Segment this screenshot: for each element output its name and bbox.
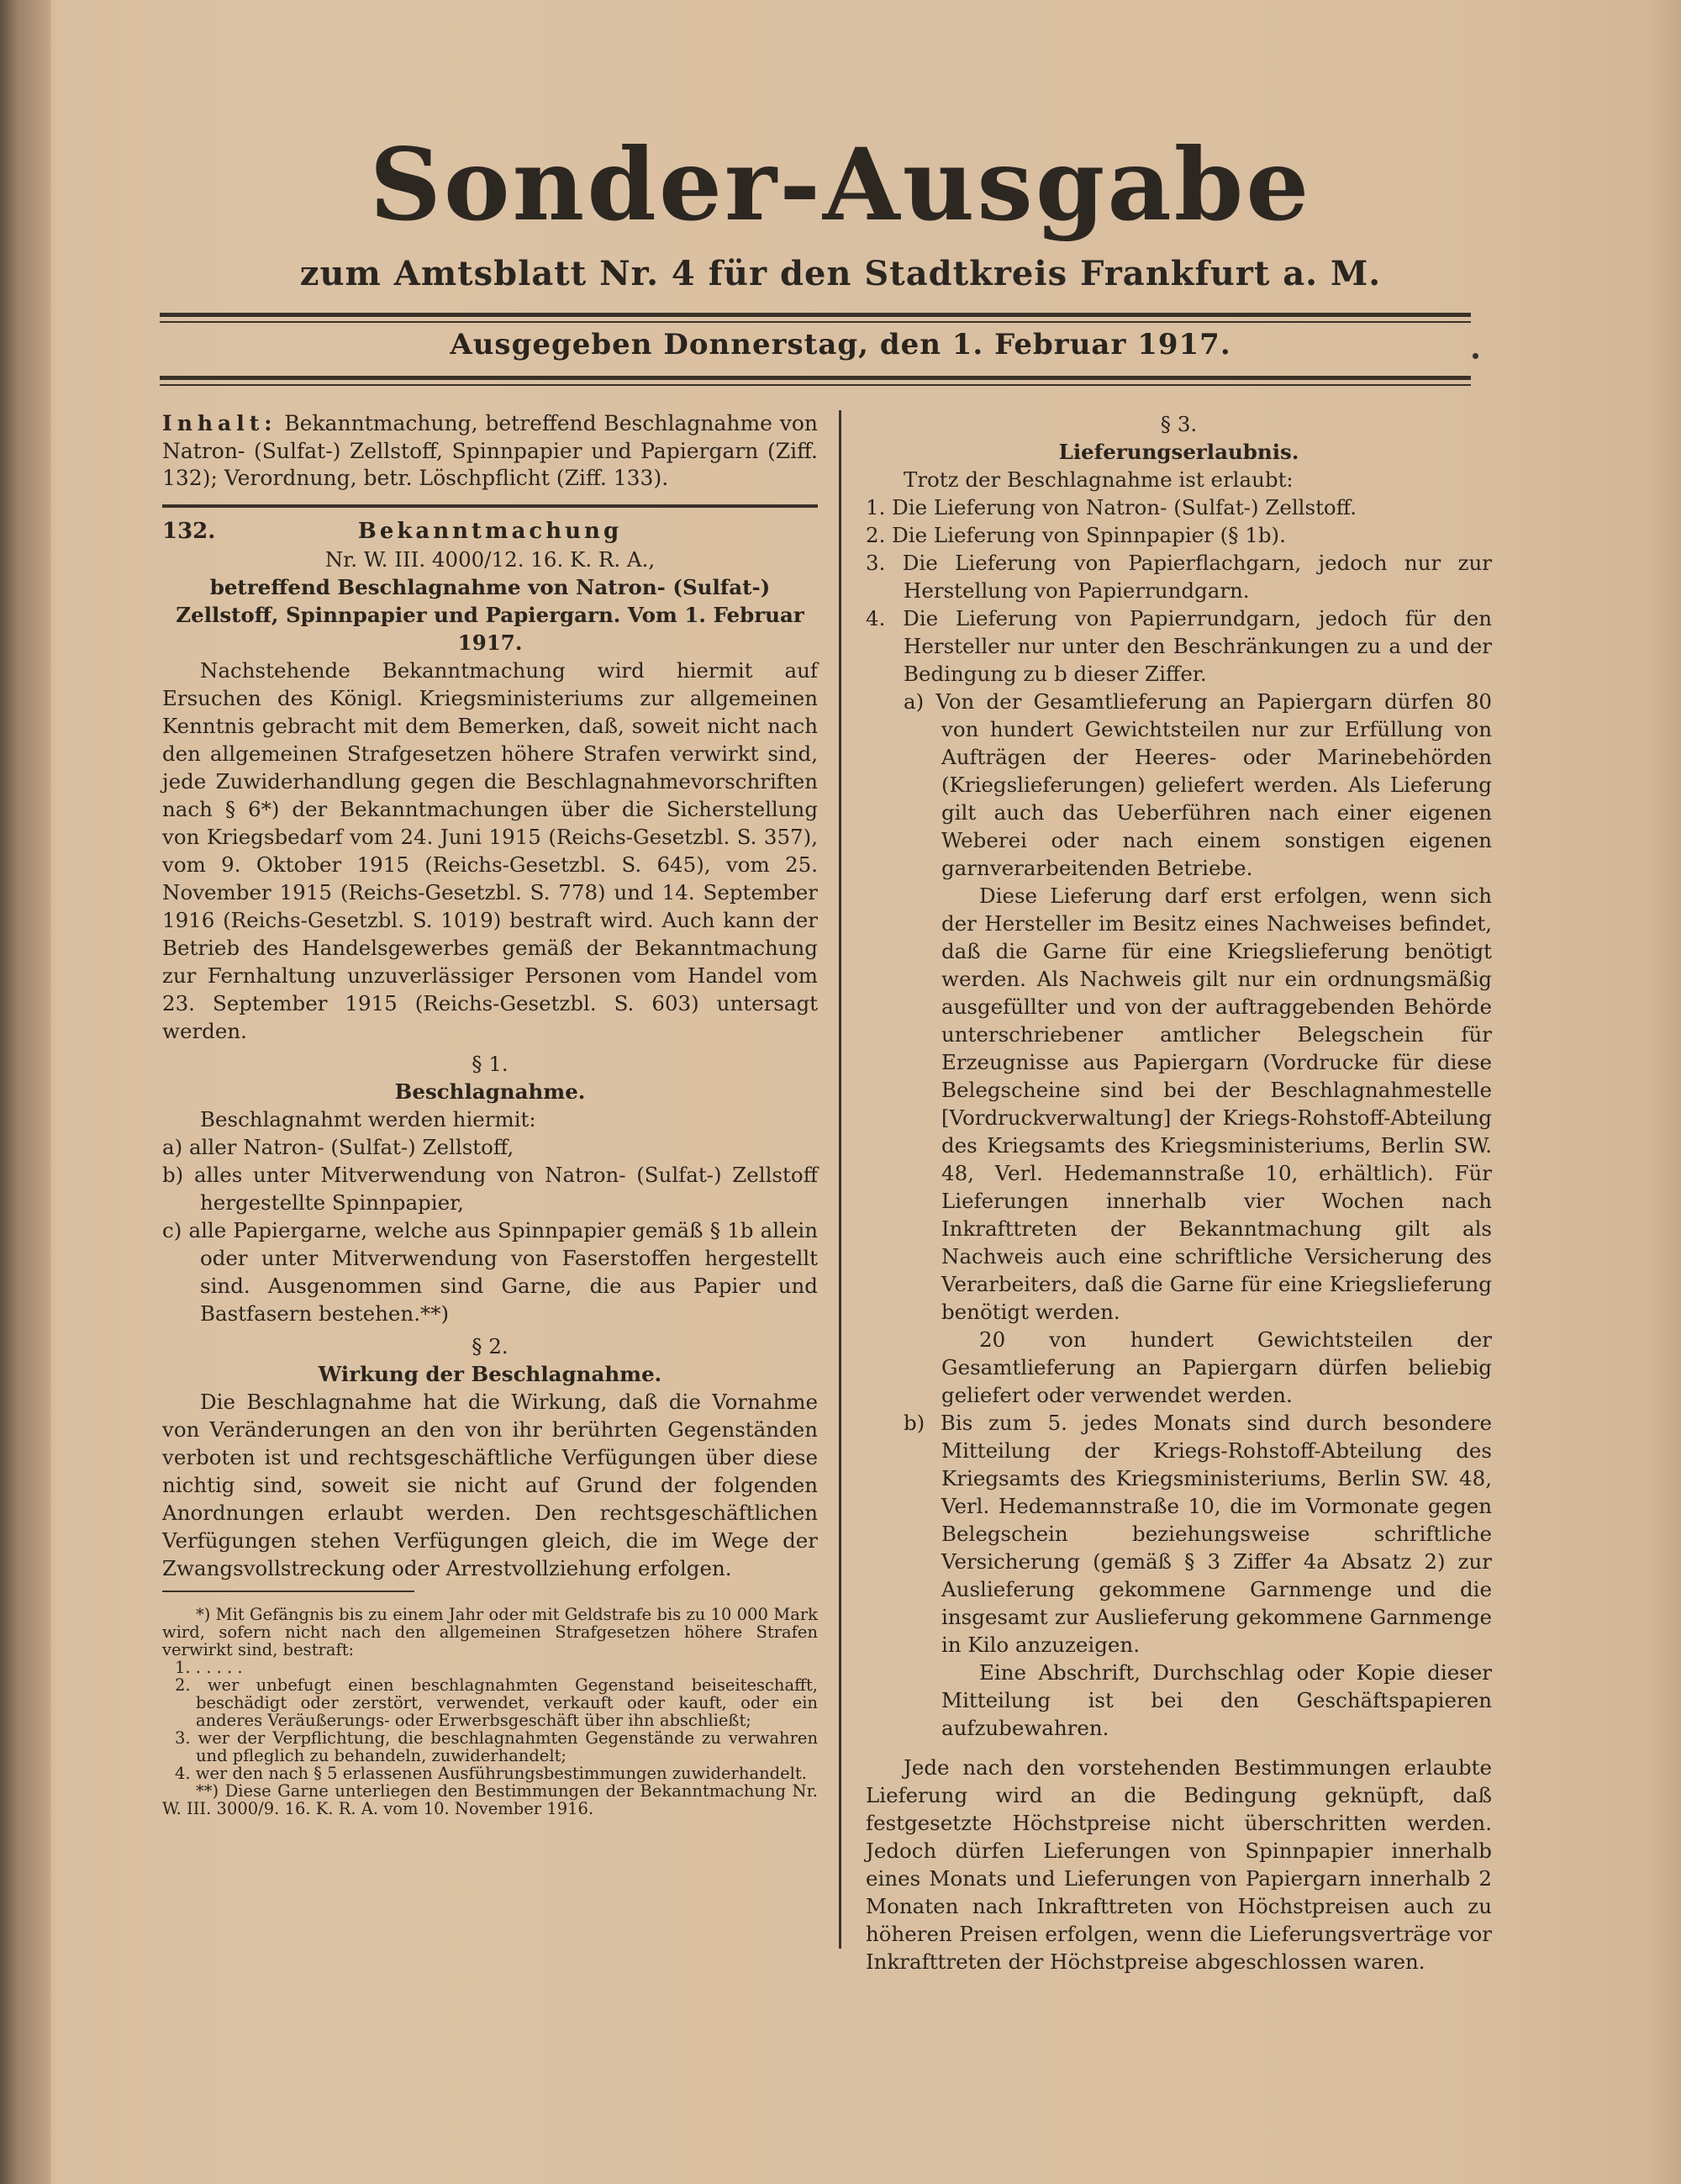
notice-heading: Bekanntmachung [357,518,623,544]
section-3-sub-b: b) Bis zum 5. jedes Monats sind durch besondere Mitteilung der Kriegs-Rohstoff-Abteilung des Kriegsamts des Kriegsministeriums, Berlin SW. 48, Verl. Hedemannstraße 10, die im Vormonate gegen Belegschein beziehungsweise schriftliche Versicherung (gemäß § 3 Ziffer 4a Absatz 2) zur Auslieferung gekommene Garnmenge und die insgesamt zur Auslieferung gekommene Garnmenge in Kilo anzuzeigen. [904,1411,1492,1657]
footnote-2: **) Diese Garne unterliegen den Bestimmungen der Bekanntmachung Nr. W. III. 3000/9. 16. K. R. A. vom 10. November 1916. [162,1780,818,1818]
header-rule-top-thin [160,321,1471,323]
contents-label: Inhalt: [162,411,277,435]
section-3-item: 2. Die Lieferung von Spinnpapier (§ 1b). [866,523,1286,547]
notice-heading-row [162,518,818,546]
binding-shadow [0,0,50,2184]
footnote-item: 2. wer unbefugt einen beschlagnahmten Gegenstand beiseiteschafft, beschädigt oder zerstört, verwendet, verkauft oder kauft, oder ein anderes Veräußerungs- oder Erwerbsgeschäft über ihn abschließt; [175,1675,818,1730]
section-3-number: § 3. [1160,412,1198,436]
section-3-sub-a-para: Diese Lieferung darf erst erfolgen, wenn sich der Hersteller im Besitz eines Nachweises befindet, daß die Garne für eine Kriegslieferung benötigt werden. Als Nachweis gilt nur ein ordnungsmäßig ausgefüllter und von der auftraggebenden Behörde unterschriebener amtlicher Belegschein für Erzeugnisse aus Papiergarn (Vordrucke für diese Belegscheine sind bei der Beschlagnahmestelle [Vordruckverwaltung] der Kriegs-Rohstoff-Abteilung des Kriegsamts des Kriegsministeriums, Berlin SW. 48, Verl. Hedemannstraße 10, erhältlich). Für Lieferungen innerhalb vier Wochen nach Inkrafttreten der Bekanntmachung gilt als Nachweis auch eine schriftliche Versicherung des Verarbeiters, daß die Garne für eine Kriegslieferung benötigt werden. [941,884,1492,1324]
section-2-title: Wirkung der Beschlagnahme. [318,1361,662,1386]
ink-dot [1473,353,1478,359]
section-3-title: Lieferungserlaubnis. [1058,440,1299,464]
masthead-subtitle: zum Amtsblatt Nr. 4 für den Stadtkreis Frankfurt a. M. [299,254,1382,293]
left-column [162,410,818,1817]
notice-subject: betreffend Beschlagnahme von Natron- (Sulfat-) Zellstoff, Spinnpapier und Papiergarn. Vom 1. Februar 1917. [176,574,804,655]
table-of-contents [162,410,818,493]
masthead [168,126,1513,293]
section-1-item: b) alles unter Mitverwendung von Natron- (Sulfat-) Zellstoff hergestellte Spinnpapier, [162,1162,818,1215]
footnotes [162,1606,818,1817]
masthead-title: Sonder-Ausgabe [369,126,1312,243]
section-3-sub-a: a) Von der Gesamtlieferung an Papiergarn dürfen 80 von hundert Gewichtsteilen nur zur Erfüllung von Aufträgen der Heeres- oder Marinebehörden (Kriegslieferungen) geliefert werden. Als Lieferung gilt auch das Ueberführen nach einer eigenen Weberei oder nach einem sonstigen eigenen garnverarbeitenden Betriebe. [904,689,1492,880]
footnote-1: *) Mit Gefängnis bis zu einem Jahr oder mit Geldstrafe bis zu 10 000 Mark wird, sofern nicht nach den allgemeinen Strafgesetzen höhere Strafen verwirkt sind, bestraft: [162,1604,818,1659]
footnote-item: 3. wer der Verpflichtung, die beschlagnahmten Gegenstände zu verwahren und pfleglich zu behandeln, zuwiderhandelt; [175,1728,818,1765]
contents-rule [162,504,818,508]
section-1-lead: Beschlagnahmt werden hiermit: [200,1106,536,1132]
section-3-item: 3. Die Lieferung von Papierflachgarn, jedoch nur zur Herstellung von Papierrundgarn. [866,551,1492,603]
notice-intro: Nachstehende Bekanntmachung wird hiermit auf Ersuchen des Königl. Kriegsministeriums zur allgemeinen Kenntnis gebracht mit dem Bemerken, daß, soweit nicht nach den allgemeinen Strafgesetzen höhere Strafen verwirkt sind, jede Zuwiderhandlung gegen die Beschlagnahmevorschriften nach § 6*) der Bekanntmachungen über die Sicherstellung von Kriegsbedarf vom 24. Juni 1915 (Reichs-Gesetzbl. S. 357), vom 9. Oktober 1915 (Reichs-Gesetzbl. S. 645), vom 25. November 1915 (Reichs-Gesetzbl. S. 778) und 14. September 1916 (Reichs-Gesetzbl. S. 1019) bestraft wird. Auch kann der Betrieb des Handelsgewerbes gemäß der Bekanntmachung zur Fernhaltung unzuverlässiger Personen vom Handel vom 23. September 1915 (Reichs-Gesetzbl. S. 603) untersagt werden. [162,657,818,1043]
section-3-sub-b-para: Eine Abschrift, Durchschlag oder Kopie dieser Mitteilung ist bei den Geschäftspapieren aufzubewahren. [941,1660,1492,1740]
section-1-item: a) aller Natron- (Sulfat-) Zellstoff, [162,1134,514,1159]
section-1-number: § 1. [472,1051,509,1076]
section-3-sub-a-para: 20 von hundert Gewichtsteilen der Gesamtlieferung an Papiergarn dürfen beliebig geliefert oder verwendet werden. [941,1327,1492,1407]
header-rule-top [160,313,1471,317]
section-2-text: Die Beschlagnahme hat die Wirkung, daß die Vornahme von Veränderungen an den von ihr berührten Gegenständen verboten ist und rechtsgeschäftliche Verfügungen über diese nichtig sind, soweit sie nicht auf Grund der folgenden Anordnungen erlaubt werden. Den rechtsgeschäftlichen Verfügungen stehen Verfügungen gleich, die im Wege der Zwangsvollstreckung oder Arrestvollziehung erfolgen. [162,1389,818,1580]
footnote-item: 1. . . . . . [175,1657,243,1677]
section-3-lead: Trotz der Beschlagnahme ist erlaubt: [904,467,1294,492]
notice-reference: Nr. W. III. 4000/12. 16. K. R. A., [324,546,656,572]
section-1-item: c) alle Papiergarne, welche aus Spinnpapier gemäß § 1b allein oder unter Mitverwendung von Faserstoffen hergestellt sind. Ausgenommen sind Garne, die aus Papier und Bastfasern bestehen.**) [162,1217,818,1326]
footnote-separator [162,1591,414,1592]
contents-text: Bekanntmachung, betreffend Beschlagnahme von Natron- (Sulfat-) Zellstoff, Spinnpapier und Papiergarn (Ziff. 132); Verordnung, betr. Löschpflicht (Ziff. 133). [162,411,818,490]
header-rule-bottom [160,376,1471,380]
section-3-item: 4. Die Lieferung von Papierrundgarn, jedoch für den Hersteller nur unter den Beschränkungen zu a und der Bedingung zu b dieser Ziffer. [866,606,1492,686]
right-column [866,410,1492,1976]
column-divider [839,410,841,1949]
section-3-final: Jede nach den vorstehenden Bestimmungen erlaubte Lieferung wird an die Bedingung geknüpft, daß festgesetzte Höchstpreise nicht überschritten werden. Jedoch dürfen Lieferungen von Spinnpapier innerhalb eines Monats und Lieferungen von Papiergarn innerhalb 2 Monaten nach Inkrafttreten von Höchstpreisen auch zu höheren Preisen erfolgen, wenn die Lieferungsverträge vor Inkrafttreten der Höchstpreise abgeschlossen waren. [866,1755,1492,1974]
section-2-number: § 2. [472,1333,509,1358]
header-rule-bottom-thin [160,384,1471,386]
issue-date: Ausgegeben Donnerstag, den 1. Februar 1917. [450,328,1231,361]
section-3-item: 1. Die Lieferung von Natron- (Sulfat-) Zellstoff. [866,495,1357,520]
notice-number: 132. [162,518,216,544]
footnote-item: 4. wer den nach § 5 erlassenen Ausführungsbestimmungen zuwiderhandelt. [175,1763,807,1783]
section-1-title: Beschlagnahme. [394,1079,586,1104]
